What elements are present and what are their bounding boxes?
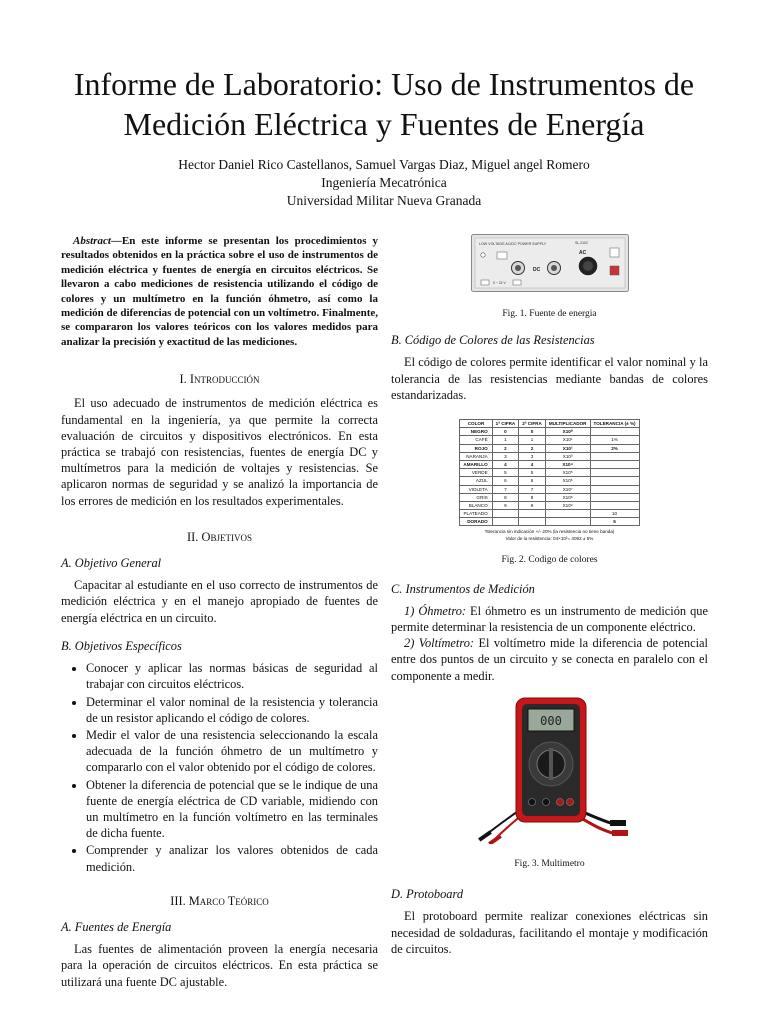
table-note-1: Tolerancia sin indicación +/- 20% (la resistencia no tiene banda) bbox=[484, 529, 615, 535]
subsection-objetivos-especificos: B. Objetivos Específicos bbox=[61, 638, 182, 653]
table-cell: 1% bbox=[590, 436, 639, 444]
table-cell: 4 bbox=[492, 460, 519, 468]
subsection-protoboard: D. Protoboard bbox=[391, 887, 464, 902]
figure-multimeter bbox=[391, 696, 708, 872]
table-cell: VIOLETA bbox=[460, 485, 492, 493]
psu-terminal-red bbox=[610, 266, 619, 275]
abstract-label: Abstract bbox=[73, 235, 111, 247]
table-cell: BLANCO bbox=[460, 501, 492, 509]
table-cell bbox=[590, 460, 639, 468]
table-cell: 9 bbox=[492, 501, 519, 509]
figure-power-supply bbox=[391, 234, 708, 322]
table-cell bbox=[590, 485, 639, 493]
table-cell: 5 bbox=[519, 469, 546, 477]
list-item: • Medir el valor de una resistencia seleccionando la escala adecuada de la función óhmetro de un multímetro y compararlo con el valor obtenido por el código de colores. bbox=[86, 727, 378, 776]
multimeter-jack bbox=[566, 798, 573, 805]
table-cell: X10⁹ bbox=[545, 501, 590, 509]
table-cell: 1 bbox=[492, 436, 519, 444]
psu-knob-left-center bbox=[515, 265, 521, 271]
table-cell: 9 bbox=[519, 501, 546, 509]
table-row bbox=[460, 444, 639, 452]
figure-2-caption: Fig. 2. Codigo de colores bbox=[501, 555, 598, 566]
table-cell: 6 bbox=[519, 477, 546, 485]
table-cell: VERDE bbox=[460, 469, 492, 477]
table-cell: NARANJA bbox=[460, 452, 492, 460]
table-header-cell: COLOR bbox=[460, 420, 492, 428]
table-cell: 5 bbox=[492, 469, 519, 477]
left-column bbox=[61, 234, 378, 990]
list-item: • Conocer y aplicar las normas básicas de seguridad al trabajar con circuitos eléctricos. bbox=[86, 660, 378, 692]
intro-text: El uso adecuado de instrumentos de medición eléctrica es fundamental en la ingeniería, ya que permite la correcta evaluación de circuitos y dispositivos electrónicos. En esta práctica se trabajó con resistencias, fuentes de energía DC y multímetros para la medición de voltajes y resistencias. Se aplicaron normas de seguridad y se analizó la importancia de los errores de medición en los resultados experimentales. bbox=[61, 396, 378, 508]
table-note-2: Valor de la resistencia: 04×10²= 4092 ± 5% bbox=[505, 536, 594, 542]
table-cell: 3 bbox=[519, 452, 546, 460]
multimeter-dial-pointer bbox=[549, 748, 553, 780]
table-cell: 10 bbox=[590, 510, 639, 518]
color-code-table bbox=[459, 419, 639, 526]
ohmetro-text: El óhmetro es un instrumento de medición que permite determinar la resistencia de un componente eléctrico. bbox=[391, 603, 708, 635]
table-cell: 6 bbox=[492, 477, 519, 485]
table-cell: GRIS bbox=[460, 493, 492, 501]
table-header-cell: TOLERANCIA (± %) bbox=[590, 420, 639, 428]
table-cell bbox=[590, 469, 639, 477]
table-cell: AZUL bbox=[460, 477, 492, 485]
voltimetro-text: El voltímetro mide la diferencia de potencial entre dos puntos de un circuito y se conecta en paralelo con el componente a medir. bbox=[391, 636, 708, 683]
table-cell: 4 bbox=[519, 460, 546, 468]
table-cell bbox=[492, 518, 519, 526]
table-cell: X10⁰ bbox=[545, 428, 590, 436]
table-cell: 8 bbox=[492, 493, 519, 501]
psu-title: LOW VOLTAGE AC/DC POWER SUPPLY bbox=[478, 242, 546, 246]
psu-ac-selector-center bbox=[583, 261, 593, 271]
abstract bbox=[61, 234, 378, 349]
table-cell: 8 bbox=[519, 493, 546, 501]
table-row bbox=[460, 510, 639, 518]
table-cell: 2% bbox=[590, 444, 639, 452]
multimeter-jack bbox=[542, 798, 549, 805]
table-row bbox=[460, 428, 639, 436]
table-cell: DORADO bbox=[460, 518, 492, 526]
table-cell: X10² bbox=[545, 444, 590, 452]
psu-terminal-pos bbox=[513, 280, 521, 285]
table-cell: X10⁴ bbox=[545, 460, 590, 468]
section-heading-objetivos: II. Objetivos bbox=[187, 529, 252, 544]
multimeter-display-value: 000 bbox=[539, 713, 562, 728]
table-header-row bbox=[460, 420, 639, 428]
section-heading-intro: I. Introducción bbox=[179, 372, 260, 387]
power-supply-image bbox=[471, 234, 629, 292]
probe-tip-red bbox=[488, 834, 502, 844]
table-cell: 7 bbox=[519, 485, 546, 493]
table-cell: 3 bbox=[492, 452, 519, 460]
probe-tip-black bbox=[478, 830, 492, 841]
author-names: Hector Daniel Rico Castellanos, Samuel Vargas Diaz, Miguel angel Romero bbox=[178, 157, 590, 172]
table-cell bbox=[590, 428, 639, 436]
author-program: Ingeniería Mecatrónica bbox=[321, 175, 447, 190]
protoboard-text: El protoboard permite realizar conexiones eléctricas sin necesidad de soldaduras, facilitando el montaje y modificación de circuitos. bbox=[391, 909, 708, 956]
list-item: • Obtener la diferencia de potencial que se le indique de una fuente de energía eléctrica de CD variable, midiendo con un multímetro en la función voltímetro en las terminales de dicha fuente. bbox=[86, 777, 378, 842]
table-cell: X10⁵ bbox=[545, 469, 590, 477]
table-cell bbox=[590, 477, 639, 485]
table-row bbox=[460, 493, 639, 501]
table-cell bbox=[519, 518, 546, 526]
ohmetro-paragraph bbox=[391, 603, 708, 635]
table-cell bbox=[545, 510, 590, 518]
table-cell: 0 bbox=[492, 428, 519, 436]
table-row bbox=[460, 485, 639, 493]
psu-power-indicator bbox=[480, 253, 484, 257]
voltimetro-paragraph bbox=[391, 635, 708, 684]
objetivo-general-text: Capacitar al estudiante en el uso correcto de instrumentos de medición eléctrica y en el manejo apropiado de fuentes de energía eléctrica en un circuito. bbox=[61, 578, 378, 625]
objetivos-list bbox=[61, 660, 378, 875]
table-row bbox=[460, 469, 639, 477]
table-cell: NEGRO bbox=[460, 428, 492, 436]
psu-terminal-neg bbox=[481, 280, 489, 285]
figure-color-code-table bbox=[391, 419, 708, 569]
subsection-instrumentos: C. Instrumentos de Medición bbox=[391, 581, 535, 596]
codigo-colores-text: El código de colores permite identificar el valor nominal y la tolerancia de las resistencias mediante bandas de colores estandarizadas. bbox=[391, 355, 708, 402]
table-cell: ROJO bbox=[460, 444, 492, 452]
table-cell: X10¹ bbox=[545, 436, 590, 444]
right-column bbox=[391, 234, 708, 957]
table-cell bbox=[590, 501, 639, 509]
table-cell: 7 bbox=[492, 485, 519, 493]
table-header-cell: 1ª CIFRA bbox=[492, 420, 519, 428]
subsection-objetivo-general: A. Objetivo General bbox=[61, 556, 162, 571]
table-cell: X10³ bbox=[545, 452, 590, 460]
table-cell: 2 bbox=[492, 444, 519, 452]
subsection-fuentes: A. Fuentes de Energía bbox=[61, 919, 172, 934]
psu-ac-label: AC bbox=[578, 250, 586, 256]
multimeter-image bbox=[470, 696, 630, 844]
list-item: • Comprender y analizar los valores obtenidos de cada medición. bbox=[86, 842, 378, 874]
figure-1-caption: Fig. 1. Fuente de energia bbox=[502, 309, 597, 319]
author-university: Universidad Militar Nueva Granada bbox=[286, 193, 482, 208]
table-cell: 2 bbox=[519, 444, 546, 452]
multimeter-jack bbox=[528, 798, 535, 805]
table-row bbox=[460, 518, 639, 526]
psu-dc-label: DC bbox=[532, 267, 540, 273]
psu-knob-right-center bbox=[551, 265, 557, 271]
table-cell: 5 bbox=[590, 518, 639, 526]
table-cell: X10⁸ bbox=[545, 493, 590, 501]
table-cell: PLATEADO bbox=[460, 510, 492, 518]
table-cell bbox=[590, 452, 639, 460]
table-row bbox=[460, 436, 639, 444]
fuentes-text: Las fuentes de alimentación proveen la energía necesaria para la operación de circuitos eléctricos. En esta práctica se utilizará una fuente DC ajustable. bbox=[61, 942, 378, 989]
table-row bbox=[460, 452, 639, 460]
table-cell bbox=[519, 510, 546, 518]
psu-model: SL-2102 bbox=[574, 241, 588, 245]
table-cell: 1 bbox=[519, 436, 546, 444]
figure-3-caption: Fig. 3. Multimetro bbox=[514, 859, 585, 870]
probe-handle-black bbox=[610, 820, 626, 826]
subsection-codigo-colores: B. Código de Colores de las Resistencias bbox=[391, 333, 595, 348]
paper-title: Informe de Laboratorio: Uso de Instrumentos de Medición Eléctrica y Fuentes de Energía bbox=[73, 66, 695, 142]
psu-switch bbox=[497, 252, 507, 259]
table-row bbox=[460, 477, 639, 485]
table-header-cell: MULTIPLICADOR bbox=[545, 420, 590, 428]
psu-fuse bbox=[610, 248, 619, 257]
table-cell: 0 bbox=[519, 428, 546, 436]
section-heading-marco: III. Marco Teórico bbox=[170, 893, 269, 908]
ohmetro-heading: 1) Óhmetro: bbox=[404, 603, 467, 618]
abstract-text: —En este informe se presentan los procedimientos y resultados obtenidos en la práctica sobre el uso de instrumentos de medición eléctrica y fuentes de energía en circuitos eléctricos. Se llevaron a cabo mediciones de resistencia utilizando el código de colores y un multímetro en la función óhmetro, así como la medición de diferencias de potencial con un voltímetro. Finalmente, se compararon los valores teóricos con los valores medidos para analizar la precisión y exactitud de las mediciones. bbox=[61, 235, 378, 348]
probe-handle-red bbox=[612, 830, 628, 836]
voltimetro-heading: 2) Voltímetro: bbox=[404, 636, 475, 651]
author-block bbox=[60, 156, 708, 210]
table-cell: X10⁷ bbox=[545, 485, 590, 493]
table-cell: X10⁶ bbox=[545, 477, 590, 485]
table-cell: CAFÉ bbox=[460, 436, 492, 444]
table-cell: AMARILLO bbox=[460, 460, 492, 468]
psu-range: 0 ~ 24 V bbox=[492, 281, 506, 285]
color-table-body bbox=[460, 428, 639, 526]
table-cell bbox=[545, 518, 590, 526]
list-item: • Determinar el valor nominal de la resistencia y tolerancia de un resistor aplicando el código de colores. bbox=[86, 694, 378, 726]
table-row bbox=[460, 501, 639, 509]
table-header-cell: 2ª CIFRA bbox=[519, 420, 546, 428]
table-cell bbox=[492, 510, 519, 518]
multimeter-jack bbox=[556, 798, 563, 805]
table-cell bbox=[590, 493, 639, 501]
table-row bbox=[460, 460, 639, 468]
